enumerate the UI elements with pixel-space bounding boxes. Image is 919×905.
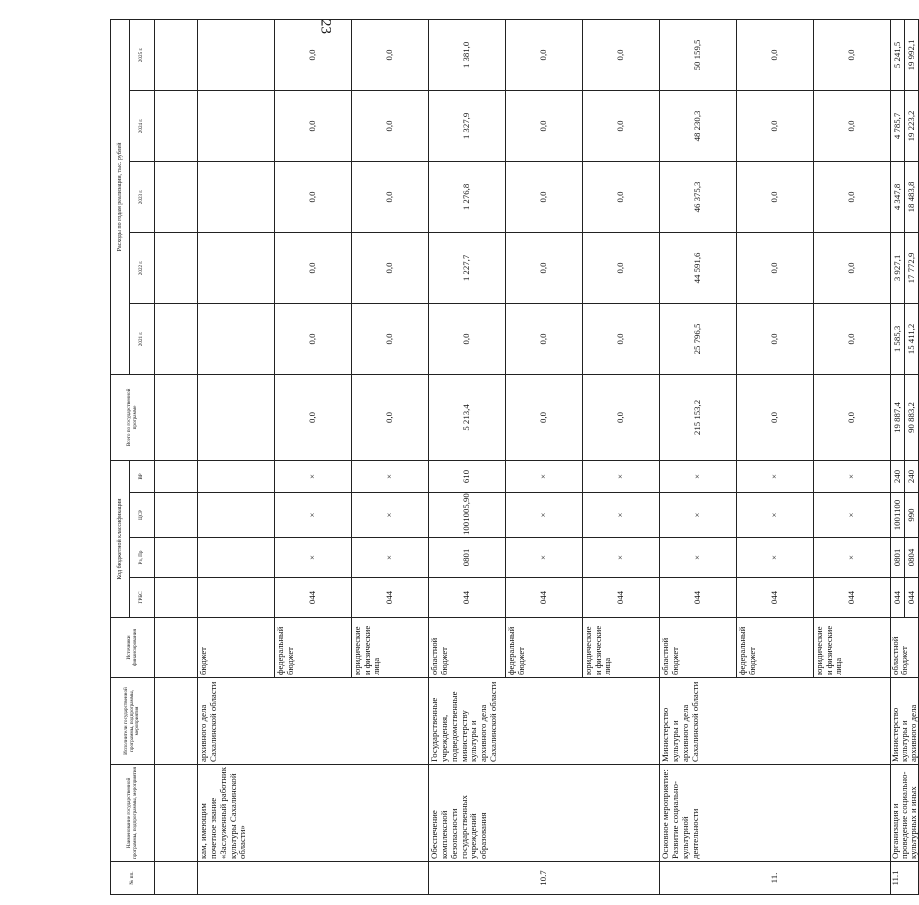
executor: Министерство культуры и архивного дела — [891, 678, 919, 765]
year-2025-cell: 5 241,5 — [891, 19, 905, 90]
year-2022-cell: 44 591,6 — [660, 232, 737, 303]
rzpr-cell: 0801 — [429, 538, 506, 578]
grbs-cell: 044 — [814, 578, 891, 618]
col-executor-header: Исполнители государственной программы, подпрограммы, мероприятия — [111, 678, 155, 765]
vr-cell: × — [506, 460, 583, 492]
year-2024-cell: 1 327,9 — [429, 90, 506, 161]
row-number: 10.7 — [429, 862, 660, 895]
year-2021-cell: 0,0 — [814, 303, 891, 374]
funding-source: федеральный бюджет — [275, 618, 352, 678]
budget-table — [110, 19, 919, 895]
grbs-cell: 044 — [660, 578, 737, 618]
rzpr-cell: 0804 — [905, 538, 919, 578]
total-cell: 0,0 — [275, 374, 352, 460]
year-2023-cell: 0,0 — [506, 161, 583, 232]
grbs-cell: 044 — [737, 578, 814, 618]
year-2021-cell: 0,0 — [352, 303, 429, 374]
csr-cell: × — [583, 493, 660, 538]
table-row — [660, 19, 737, 894]
grbs-cell: 044 — [583, 578, 660, 618]
year-2022-cell: 0,0 — [275, 232, 352, 303]
rotated-page — [110, 20, 918, 895]
year-2023-cell: 0,0 — [352, 161, 429, 232]
executor: Государственные учреждения, подведомственные министерству культуры и архивного дела Сахалинской области — [429, 678, 660, 765]
year-2025-cell: 0,0 — [275, 19, 352, 90]
col-2023-header: 2023 г. — [130, 161, 155, 232]
year-2025-cell: 0,0 — [506, 19, 583, 90]
funding-source: бюджет — [198, 618, 275, 678]
grbs-cell: 044 — [506, 578, 583, 618]
year-2022-cell: 3 927,1 — [891, 232, 905, 303]
year-2025-cell: 0,0 — [814, 19, 891, 90]
funding-source: областной бюджет — [429, 618, 506, 678]
year-2021-cell: 0,0 — [737, 303, 814, 374]
col-csr-header: ЦСР — [130, 493, 155, 538]
year-2022-cell: 0,0 — [737, 232, 814, 303]
rzpr-cell: × — [737, 538, 814, 578]
year-2024-cell: 0,0 — [506, 90, 583, 161]
executor: архивного дела Сахалинской области — [198, 678, 429, 765]
total-cell: 0,0 — [737, 374, 814, 460]
year-2023-cell: 4 347,8 — [891, 161, 905, 232]
col-2024-header: 2024 г. — [130, 90, 155, 161]
year-2023-cell: 1 276,8 — [429, 161, 506, 232]
funding-source: федеральный бюджет — [506, 618, 583, 678]
table-row — [429, 19, 506, 894]
grbs-cell: 044 — [352, 578, 429, 618]
grbs-cell: 044 — [275, 578, 352, 618]
col-name-header: Наименование государственной программы, подпрограммы, мероприятия — [111, 765, 155, 862]
funding-source: юридические и физические лица — [814, 618, 891, 678]
col-vr-header: ВР — [130, 460, 155, 492]
funding-source: областной бюджет — [891, 618, 919, 678]
year-2021-cell: 25 796,5 — [660, 303, 737, 374]
total-cell: 19 887,4 — [891, 374, 905, 460]
year-2023-cell: 46 375,3 — [660, 161, 737, 232]
year-2025-cell: 0,0 — [352, 19, 429, 90]
measure-name: кам, имеющим почетное звание «Заслуженный работник культуры Сахалинской области» — [198, 765, 429, 862]
expense-group-header: Расходы по годам реализации, тыс. рублей — [111, 19, 130, 374]
year-2021-cell: 0,0 — [429, 303, 506, 374]
vr-cell: 240 — [905, 460, 919, 492]
year-2024-cell: 0,0 — [275, 90, 352, 161]
total-cell: 0,0 — [814, 374, 891, 460]
grbs-cell: 044 — [891, 578, 905, 618]
csr-cell: × — [660, 493, 737, 538]
col-2025-header: 2025 г. — [130, 19, 155, 90]
csr-cell: × — [737, 493, 814, 538]
rzpr-cell: × — [275, 538, 352, 578]
total-cell: 215 153,2 — [660, 374, 737, 460]
rzpr-cell: × — [814, 538, 891, 578]
year-2024-cell: 0,0 — [814, 90, 891, 161]
year-2023-cell: 18 483,8 — [905, 161, 919, 232]
csr-cell: 1001005,90 — [429, 493, 506, 538]
rzpr-cell: × — [506, 538, 583, 578]
year-2023-cell: 0,0 — [583, 161, 660, 232]
vr-cell: 610 — [429, 460, 506, 492]
year-2024-cell: 48 230,3 — [660, 90, 737, 161]
col-2022-header: 2022 г. — [130, 232, 155, 303]
year-2025-cell: 1 381,0 — [429, 19, 506, 90]
year-2024-cell: 0,0 — [352, 90, 429, 161]
year-2023-cell: 0,0 — [737, 161, 814, 232]
rzpr-cell: × — [660, 538, 737, 578]
year-2024-cell: 0,0 — [737, 90, 814, 161]
year-2021-cell: 15 411,2 — [905, 303, 919, 374]
csr-cell: × — [275, 493, 352, 538]
year-2024-cell: 4 785,7 — [891, 90, 905, 161]
col-total-header: Всего по государственной программе — [111, 374, 155, 460]
total-cell: 5 213,4 — [429, 374, 506, 460]
vr-cell: 240 — [891, 460, 905, 492]
measure-name: Обеспечение комплексной безопасности государственных учреждений образования — [429, 765, 660, 862]
row-number: 11. — [660, 862, 891, 895]
grbs-cell: 044 — [429, 578, 506, 618]
executor: Министерство культуры и архивного дела Сахалинской области — [660, 678, 891, 765]
year-2021-cell: 1 585,3 — [891, 303, 905, 374]
year-2022-cell: 17 772,9 — [905, 232, 919, 303]
year-2022-cell: 0,0 — [506, 232, 583, 303]
year-2022-cell: 0,0 — [814, 232, 891, 303]
page-number: 23 — [317, 19, 334, 34]
col-no-header: № пп. — [111, 862, 155, 895]
col-rzpr-header: Рз, Пр — [130, 538, 155, 578]
measure-name: Организация и проведение социально-культурных и иных — [891, 765, 919, 862]
total-cell: 90 883,2 — [905, 374, 919, 460]
year-2022-cell: 1 227,7 — [429, 232, 506, 303]
total-cell: 0,0 — [506, 374, 583, 460]
row-number: 11.1 — [891, 862, 919, 895]
year-2021-cell: 0,0 — [506, 303, 583, 374]
vr-cell: × — [275, 460, 352, 492]
year-2021-cell: 0,0 — [275, 303, 352, 374]
measure-name: Основное мероприятие: Развитие социально-культурной деятельности — [660, 765, 891, 862]
rzpr-cell: × — [583, 538, 660, 578]
vr-cell: × — [583, 460, 660, 492]
budget-code-group-header: Код бюджетной классификации — [111, 460, 130, 617]
total-cell: 0,0 — [352, 374, 429, 460]
table-row — [891, 19, 905, 894]
funding-source: юридические и физические лица — [583, 618, 660, 678]
csr-cell: 990 — [905, 493, 919, 538]
year-2023-cell: 0,0 — [814, 161, 891, 232]
year-2022-cell: 0,0 — [583, 232, 660, 303]
year-2025-cell: 19 992,1 — [905, 19, 919, 90]
total-cell: 0,0 — [583, 374, 660, 460]
year-2025-cell: 0,0 — [583, 19, 660, 90]
rzpr-cell: 0801 — [891, 538, 905, 578]
grbs-cell: 044 — [905, 578, 919, 618]
col-grbs-header: ГРБС — [130, 578, 155, 618]
col-source-header: Источники финансирования — [111, 618, 155, 678]
csr-cell: 1001100 — [891, 493, 905, 538]
year-2025-cell: 0,0 — [737, 19, 814, 90]
vr-cell: × — [660, 460, 737, 492]
table-row — [198, 19, 275, 894]
funding-source: федеральный бюджет — [737, 618, 814, 678]
year-2024-cell: 19 223,2 — [905, 90, 919, 161]
year-2021-cell: 0,0 — [583, 303, 660, 374]
col-2021-header: 2021 г. — [130, 303, 155, 374]
year-2023-cell: 0,0 — [275, 161, 352, 232]
vr-cell: × — [737, 460, 814, 492]
vr-cell: × — [814, 460, 891, 492]
funding-source: юридические и физические лица — [352, 618, 429, 678]
year-2024-cell: 0,0 — [583, 90, 660, 161]
funding-source: областной бюджет — [660, 618, 737, 678]
table-row — [155, 19, 198, 894]
csr-cell: × — [506, 493, 583, 538]
vr-cell: × — [352, 460, 429, 492]
csr-cell: × — [352, 493, 429, 538]
csr-cell: × — [814, 493, 891, 538]
year-2022-cell: 0,0 — [352, 232, 429, 303]
year-2025-cell: 50 159,5 — [660, 19, 737, 90]
rzpr-cell: × — [352, 538, 429, 578]
